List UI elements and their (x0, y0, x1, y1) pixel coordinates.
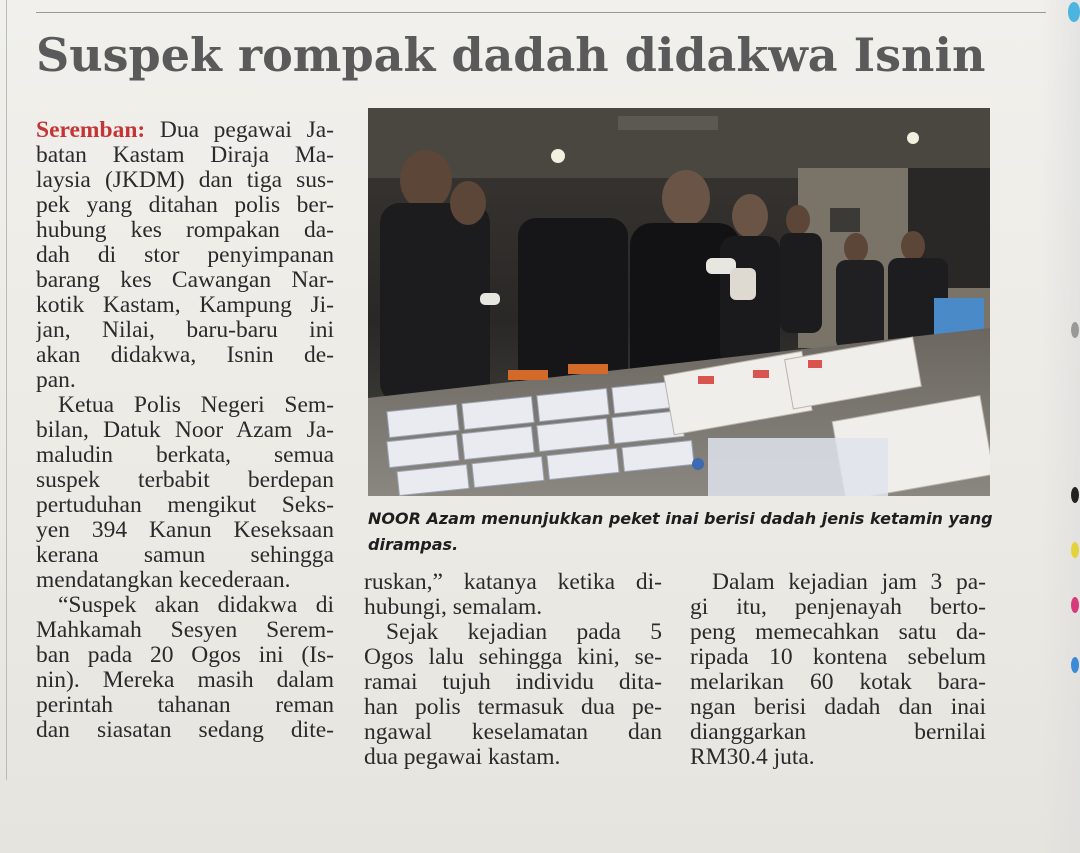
column-line: yen 394 Kanun Keseksaan (36, 518, 334, 543)
column-line: maludin berkata, semua (36, 443, 334, 468)
column-line: gi itu, penjenayah berto- (690, 595, 986, 620)
column-line: bilan, Datuk Noor Azam Ja- (36, 418, 334, 443)
column-line: hubung kes rompakan da- (36, 218, 334, 243)
column-line: Ogos lalu sehingga kini, se- (364, 645, 662, 670)
column-line: batan Kastam Diraja Ma- (36, 143, 334, 168)
column-line: nin). Mereka masih dalam (36, 668, 334, 693)
column-line: kotik Kastam, Kampung Ji- (36, 293, 334, 318)
caption-line: dirampas. (368, 535, 459, 554)
column-line: melarikan 60 kotak bara- (690, 670, 986, 695)
column-line: ripada 10 kontena sebelum (690, 645, 986, 670)
column-line: ban pada 20 Ogos ini (Is- (36, 643, 334, 668)
column-line: perintah tahanan reman (36, 693, 334, 718)
column-line: laysia (JKDM) dan tiga sus- (36, 168, 334, 193)
column-line: mendatangkan kecederaan. (36, 568, 291, 593)
column-line: Sejak kejadian pada 5 (386, 620, 662, 645)
column-line-text: Dua pegawai Ja- (159, 118, 334, 143)
top-rule (36, 12, 1046, 13)
article-column-2 (364, 570, 662, 770)
column-line: dah di stor penyimpanan (36, 243, 334, 268)
column-line: suspek terbabit berdepan (36, 468, 334, 493)
column-line: dan siasatan sedang dite- (36, 718, 334, 743)
article-column-3 (690, 570, 986, 770)
photo-caption (368, 506, 1008, 558)
column-line: Dalam kejadian jam 3 pa- (712, 570, 986, 595)
column-line: hubungi, semalam. (364, 595, 543, 620)
column-line: dua pegawai kastam. (364, 745, 561, 770)
column-line: ngan berisi dadah dan inai (690, 695, 986, 720)
column-line (36, 118, 334, 143)
dateline: Seremban: (36, 118, 146, 143)
column-line: pan. (36, 368, 76, 393)
column-line: Ketua Polis Negeri Sem- (58, 393, 334, 418)
headline: Suspek rompak dadah didakwa Isnin (36, 28, 986, 82)
photo-illustration (368, 108, 990, 496)
article-column-1 (36, 118, 334, 743)
column-line: jan, Nilai, baru-baru ini (36, 318, 334, 343)
column-line: akan didakwa, Isnin de- (36, 343, 334, 368)
column-line: pek yang ditahan polis ber- (36, 193, 334, 218)
news-photo (368, 108, 990, 496)
column-line: ramai tujuh individu dita- (364, 670, 662, 695)
column-line: pertuduhan mengikut Seks- (36, 493, 334, 518)
left-rule (6, 0, 7, 780)
column-line: han polis termasuk dua pe- (364, 695, 662, 720)
column-line: “Suspek akan didakwa di (58, 593, 334, 618)
column-line: kerana samun sehingga (36, 543, 334, 568)
printer-marks (1060, 0, 1080, 853)
column-line: Mahkamah Sesyen Serem- (36, 618, 334, 643)
column-line: ruskan,” katanya ketika di- (364, 570, 662, 595)
column-line: barang kes Cawangan Nar- (36, 268, 334, 293)
column-line: dianggarkan bernilai (690, 720, 986, 745)
column-line: ngawal keselamatan dan (364, 720, 662, 745)
caption-line: NOOR Azam menunjukkan peket inai berisi dadah jenis ketamin yang (368, 509, 993, 528)
column-line: RM30.4 juta. (690, 745, 815, 770)
column-line: peng memecahkan satu da- (690, 620, 986, 645)
